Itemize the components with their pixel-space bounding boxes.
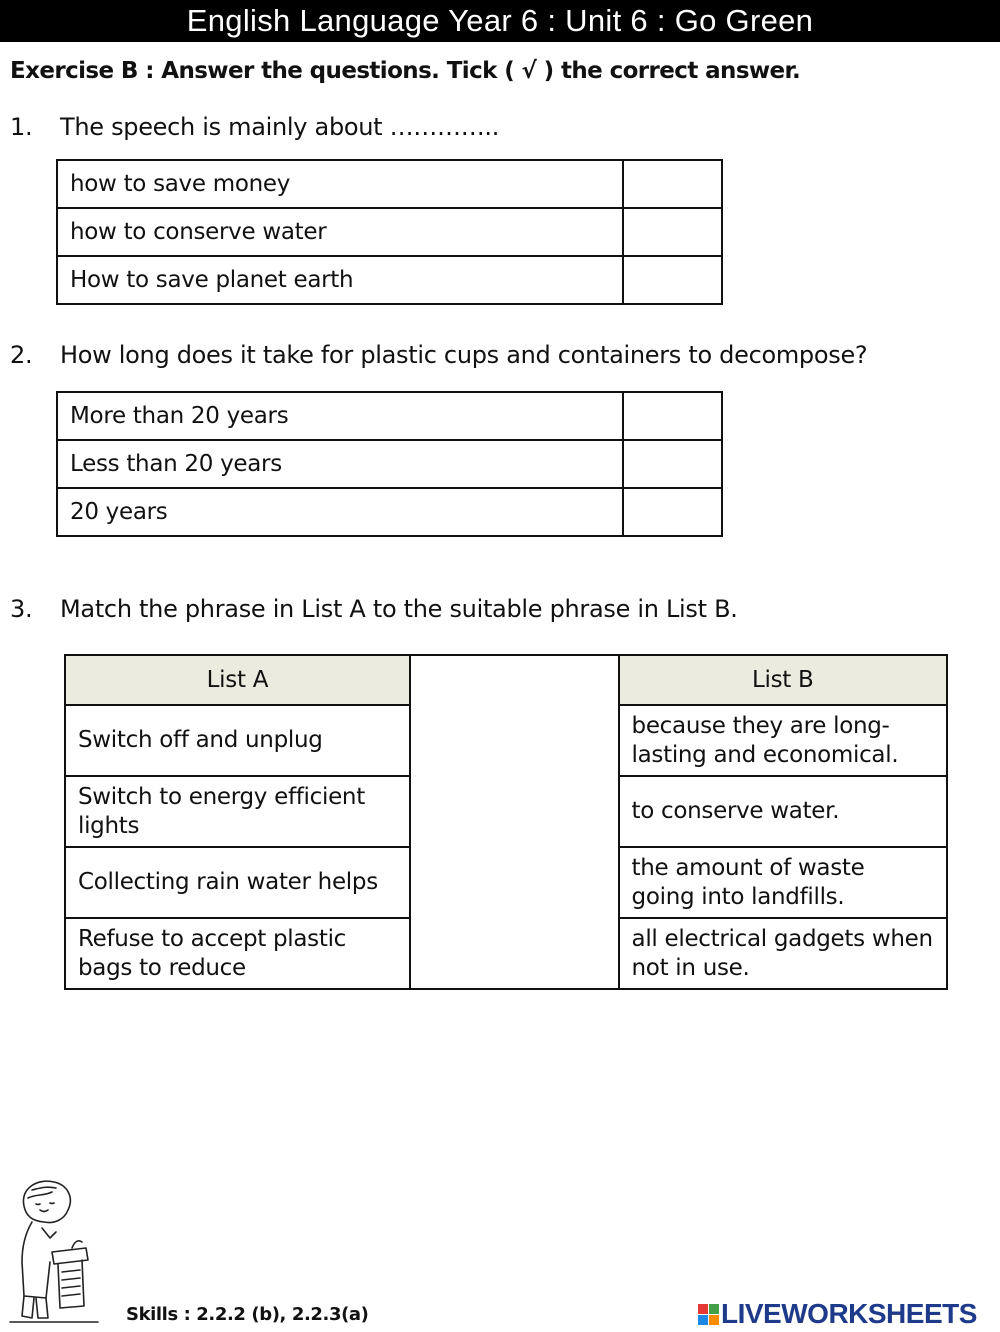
list-b-item[interactable]: to conserve water. xyxy=(619,776,947,847)
option-row xyxy=(57,160,722,208)
question-text: The speech is mainly about ………….. xyxy=(60,113,500,141)
liveworksheets-logo xyxy=(698,1296,977,1332)
matching-area[interactable] xyxy=(410,655,619,989)
matching-table xyxy=(64,654,948,990)
question-number: 2. xyxy=(10,341,33,369)
question-2-options xyxy=(56,391,723,537)
skills-note: Skills : 2.2.2 (b), 2.2.3(a) xyxy=(126,1304,369,1325)
list-a-item[interactable]: Switch off and unplug xyxy=(65,705,410,776)
tick-box[interactable] xyxy=(623,208,722,256)
page-title: English Language Year 6 : Unit 6 : Go Green xyxy=(0,0,1000,42)
option-row xyxy=(57,256,722,304)
list-a-header: List A xyxy=(65,655,410,705)
option-row xyxy=(57,440,722,488)
brand-name: LIVEWORKSHEETS xyxy=(721,1298,977,1329)
list-b-header: List B xyxy=(619,655,947,705)
exercise-instruction: Exercise B : Answer the questions. Tick ( √ ) the correct answer. xyxy=(10,58,801,84)
option-row xyxy=(57,392,722,440)
tick-box[interactable] xyxy=(623,440,722,488)
list-b-item[interactable]: the amount of waste going into landfills. xyxy=(619,847,947,918)
tick-box[interactable] xyxy=(623,256,722,304)
question-text: How long does it take for plastic cups and containers to decompose? xyxy=(60,341,868,369)
question-1-options xyxy=(56,159,723,305)
option-label: how to conserve water xyxy=(57,208,623,256)
option-label: 20 years xyxy=(57,488,623,536)
option-label: Less than 20 years xyxy=(57,440,623,488)
list-a-item[interactable]: Switch to energy efficient lights xyxy=(65,776,410,847)
option-row xyxy=(57,488,722,536)
tick-box[interactable] xyxy=(623,160,722,208)
question-number: 3. xyxy=(10,595,33,623)
question-text: Match the phrase in List A to the suitable phrase in List B. xyxy=(60,595,738,623)
question-3 xyxy=(10,595,738,623)
list-b-item[interactable]: all electrical gadgets when not in use. xyxy=(619,918,947,989)
option-label: how to save money xyxy=(57,160,623,208)
tick-box[interactable] xyxy=(623,392,722,440)
question-number: 1. xyxy=(10,113,33,141)
option-row xyxy=(57,208,722,256)
option-label: How to save planet earth xyxy=(57,256,623,304)
question-2 xyxy=(10,341,867,369)
list-b-item[interactable]: because they are long-lasting and economical. xyxy=(619,705,947,776)
boy-reading-illustration xyxy=(2,1176,104,1326)
option-label: More than 20 years xyxy=(57,392,623,440)
matching-header-row xyxy=(65,655,947,705)
brand-icon xyxy=(698,1304,719,1325)
list-a-item[interactable]: Collecting rain water helps xyxy=(65,847,410,918)
tick-box[interactable] xyxy=(623,488,722,536)
list-a-item[interactable]: Refuse to accept plastic bags to reduce xyxy=(65,918,410,989)
question-1 xyxy=(10,113,499,141)
